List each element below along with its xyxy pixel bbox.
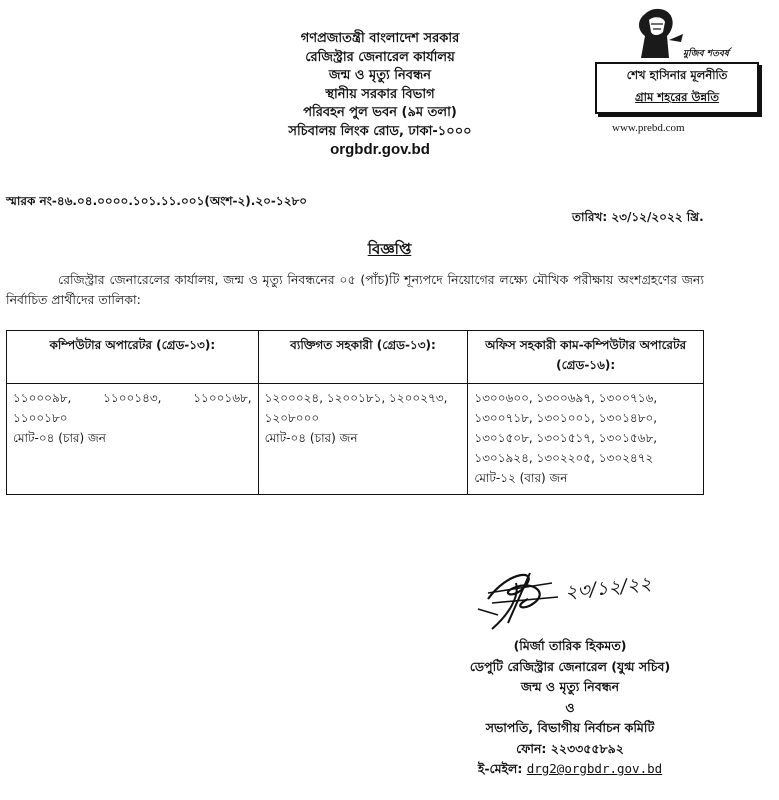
signer-office: জন্ম ও মৃত্যু নিবন্ধন [520, 679, 620, 694]
total-count: মোট-০৪ (চার) জন [13, 431, 106, 445]
table-header-computer-operator: কম্পিউটার অপারেটর (গ্রেড-১৩): [7, 331, 259, 384]
header-line-building: পরিবহন পুল ভবন (৯ম তলা) [303, 105, 457, 120]
header-line-ministry: স্থানীয় সরকার বিভাগ [325, 86, 435, 102]
issue-date: তারিখ: ২৩/১২/২০২২ খ্রি. [572, 210, 704, 224]
header-website: orgbdr.gov.bd [330, 141, 430, 158]
roll-list: ১৩০০৬০০, ১৩০০৬৯৭, ১৩০০৭১৬, ১৩০০৭১৮, ১৩০১০০১, ১৩০১৪৮০, ১৩০১৫০৮, ১৩০১৫১৭, ১৩০১৫৬৮, ১৩০১৯২৪, ১৩০২২০৫, ১৩০২৪৭২ [474, 391, 658, 465]
signer-conjunction: ও [565, 699, 575, 715]
roll-list: ১১০০০৯৮, ১১০০১৪৩, ১১০০১৬৮, ১১০০১৮০ [13, 391, 252, 425]
slogan-line-2: গ্রাম শহরের উন্নতি [635, 90, 719, 104]
signature-date: ২৩/১২/২২ [563, 572, 653, 604]
watermark-text: www.prebd.com [612, 122, 685, 134]
signer-role: সভাপতি, বিভাগীয় নির্বাচন কমিটি [485, 720, 655, 735]
notice-body: রেজিস্ট্রার জেনারেলের কার্যালয়, জন্ম ও মৃত্যু নিবন্ধনের ০৫ (পাঁচ)টি শূন্যপদে নিয়োগের লক্ষ্যে মৌখিক পরীক্ষায় অংশগ্রহণের জন্য নির্বাচিত প্রার্থীদের তালিকা: [6, 272, 704, 307]
email-label: ই-মেইল: [477, 761, 523, 776]
letterhead [230, 30, 530, 160]
roll-list: ১২০০০২৪, ১২০০১৮১, ১২০০২৭৩, ১২০৮০০০ [264, 391, 448, 425]
table-header-row [7, 331, 704, 384]
slogan-line-1: শেখ হাসিনার মূলনীতি [626, 68, 728, 82]
header-line-address: সচিবালয় লিংক রোড, ঢাকা-১০০০ [288, 123, 472, 139]
total-count: মোট-১২ (বার) জন [474, 471, 568, 485]
logo-caption: মুজিব শতবর্ষ [683, 49, 729, 59]
memo-number: স্মারক নং-৪৬.০৪.০০০০.১০১.১১.০০১(অংশ-২).২০-১২৮০ [6, 194, 308, 208]
table-header-personal-assistant: ব্যক্তিগত সহকারী (গ্রেড-১৩): [258, 331, 468, 384]
signer-designation: ডেপুটি রেজিস্ট্রার জেনারেল (যুগ্ম সচিব) [469, 658, 671, 674]
table-cell-personal-assistant [258, 384, 468, 495]
header-line-office: রেজিস্ট্রার জেনারেল কার্যালয় [305, 49, 455, 65]
table-header-office-assistant: অফিস সহকারী কাম-কম্পিউটার অপারেটর (গ্রেড-১৬): [468, 331, 704, 384]
notice-title: বিজ্ঞপ্তি [367, 240, 412, 258]
email-link[interactable]: drg2@orgbdr.gov.bd [526, 761, 663, 776]
table-row [7, 384, 704, 495]
total-count: মোট-০৪ (চার) জন [264, 431, 358, 445]
signer-name: (মির্জা তারিক হিকমত) [513, 638, 627, 653]
table-cell-office-assistant [468, 384, 704, 495]
signer-email-line [390, 759, 750, 780]
signer-phone: ফোন: ২২৩৩৫৫৮৯২ [516, 740, 624, 756]
header-line-govt: গণপ্রজাতন্ত্রী বাংলাদেশ সরকার [300, 31, 460, 46]
header-line-division: জন্ম ও মৃত্যু নিবন্ধন [328, 68, 432, 83]
results-table [6, 330, 704, 495]
slogan-box [595, 62, 759, 114]
signer-block [390, 636, 750, 780]
table-cell-computer-operator [7, 384, 259, 495]
